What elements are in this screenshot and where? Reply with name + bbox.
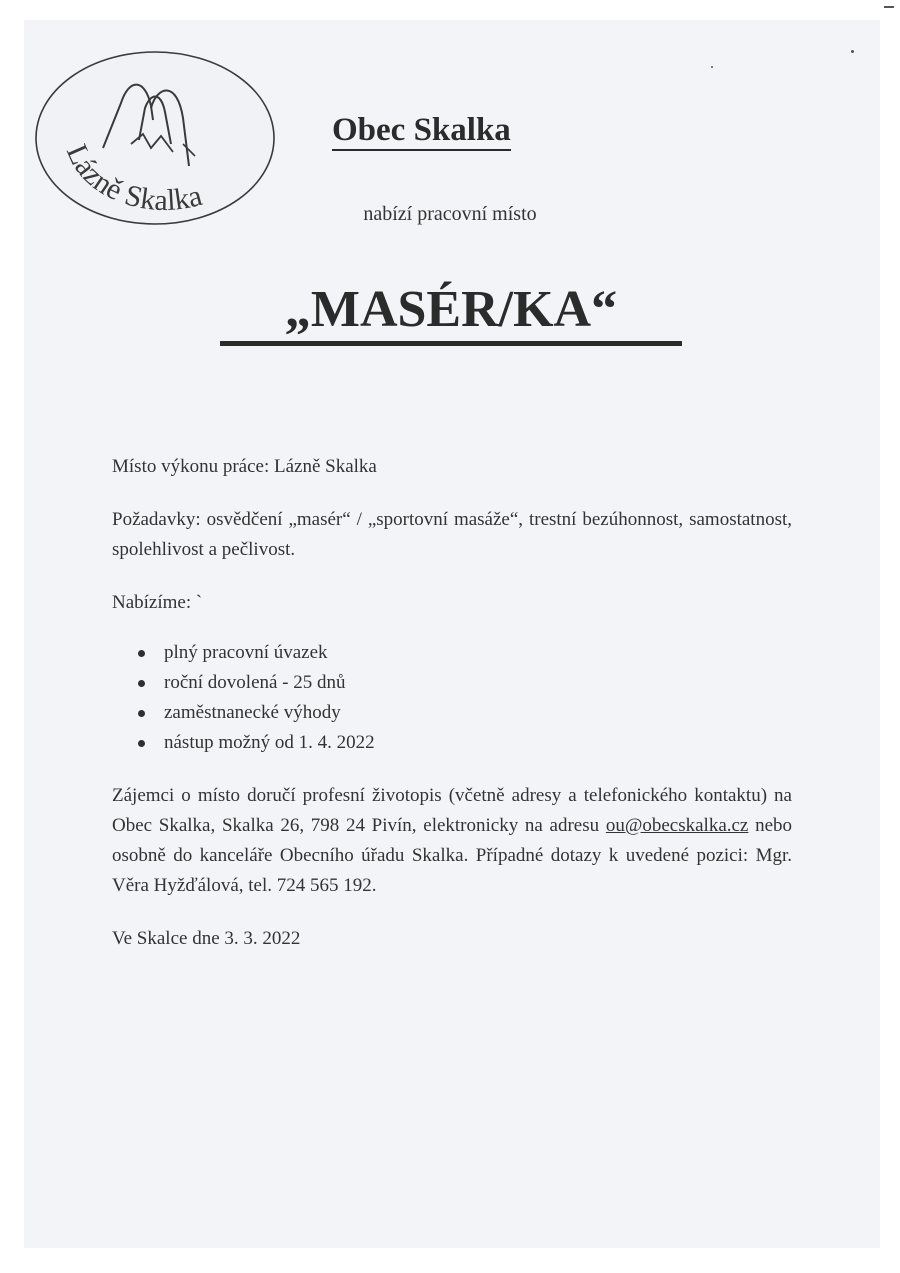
offer-line: nabízí pracovní místo — [363, 203, 537, 225]
list-item: plný pracovní úvazek — [135, 638, 375, 668]
svg-text:Lázně Skalka: Lázně Skalka — [59, 139, 206, 218]
scan-speck — [711, 66, 713, 68]
list-item: roční dovolená - 25 dnů — [135, 668, 375, 698]
bullet-icon — [138, 710, 145, 717]
bullet-icon — [138, 650, 145, 657]
list-item: zaměstnanecké výhody — [135, 698, 375, 728]
list-item: nástup možný od 1. 4. 2022 — [135, 728, 375, 758]
position-title: „MASÉR/KA“ — [284, 281, 618, 338]
application-paragraph: Zájemci o místo doručí profesní životopis (včetně adresy a telefonického kontaktu) na Obec Skalka, Skalka 26, 798 24 Pivín, elektronicky na adresu ou@obecskalka.cz nebo osobně do kanceláře Obecního úřadu Skalka. Případné dotazy k uvedené pozici: Mgr. Věra Hyžďálová, tel. 724 565 192. — [112, 785, 793, 896]
date-line: Ve Skalce dne 3. 3. 2022 — [112, 928, 301, 949]
questions-line: Případné dotazy k uvedené pozici: Mgr. Věra Hyžďálová, tel. 724 565 192. — [112, 845, 793, 896]
scan-speck — [884, 6, 894, 8]
benefits-list — [135, 638, 375, 758]
scan-speck — [851, 50, 854, 53]
email-link[interactable]: ou@obecskalka.cz — [605, 815, 749, 836]
requirements-paragraph: Požadavky: osvědčení „masér“ / „sportovní masáže“, trestní bezúhonnost, samostatnost, spolehlivost a pečlivost. — [112, 509, 792, 560]
offer-heading: Nabízíme: ` — [112, 592, 203, 613]
title-underline — [220, 341, 682, 346]
municipality-title: Obec Skalka — [332, 112, 572, 149]
bullet-icon — [138, 740, 145, 747]
bullet-icon — [138, 680, 145, 687]
workplace-line: Místo výkonu práce: Lázně Skalka — [112, 456, 377, 477]
